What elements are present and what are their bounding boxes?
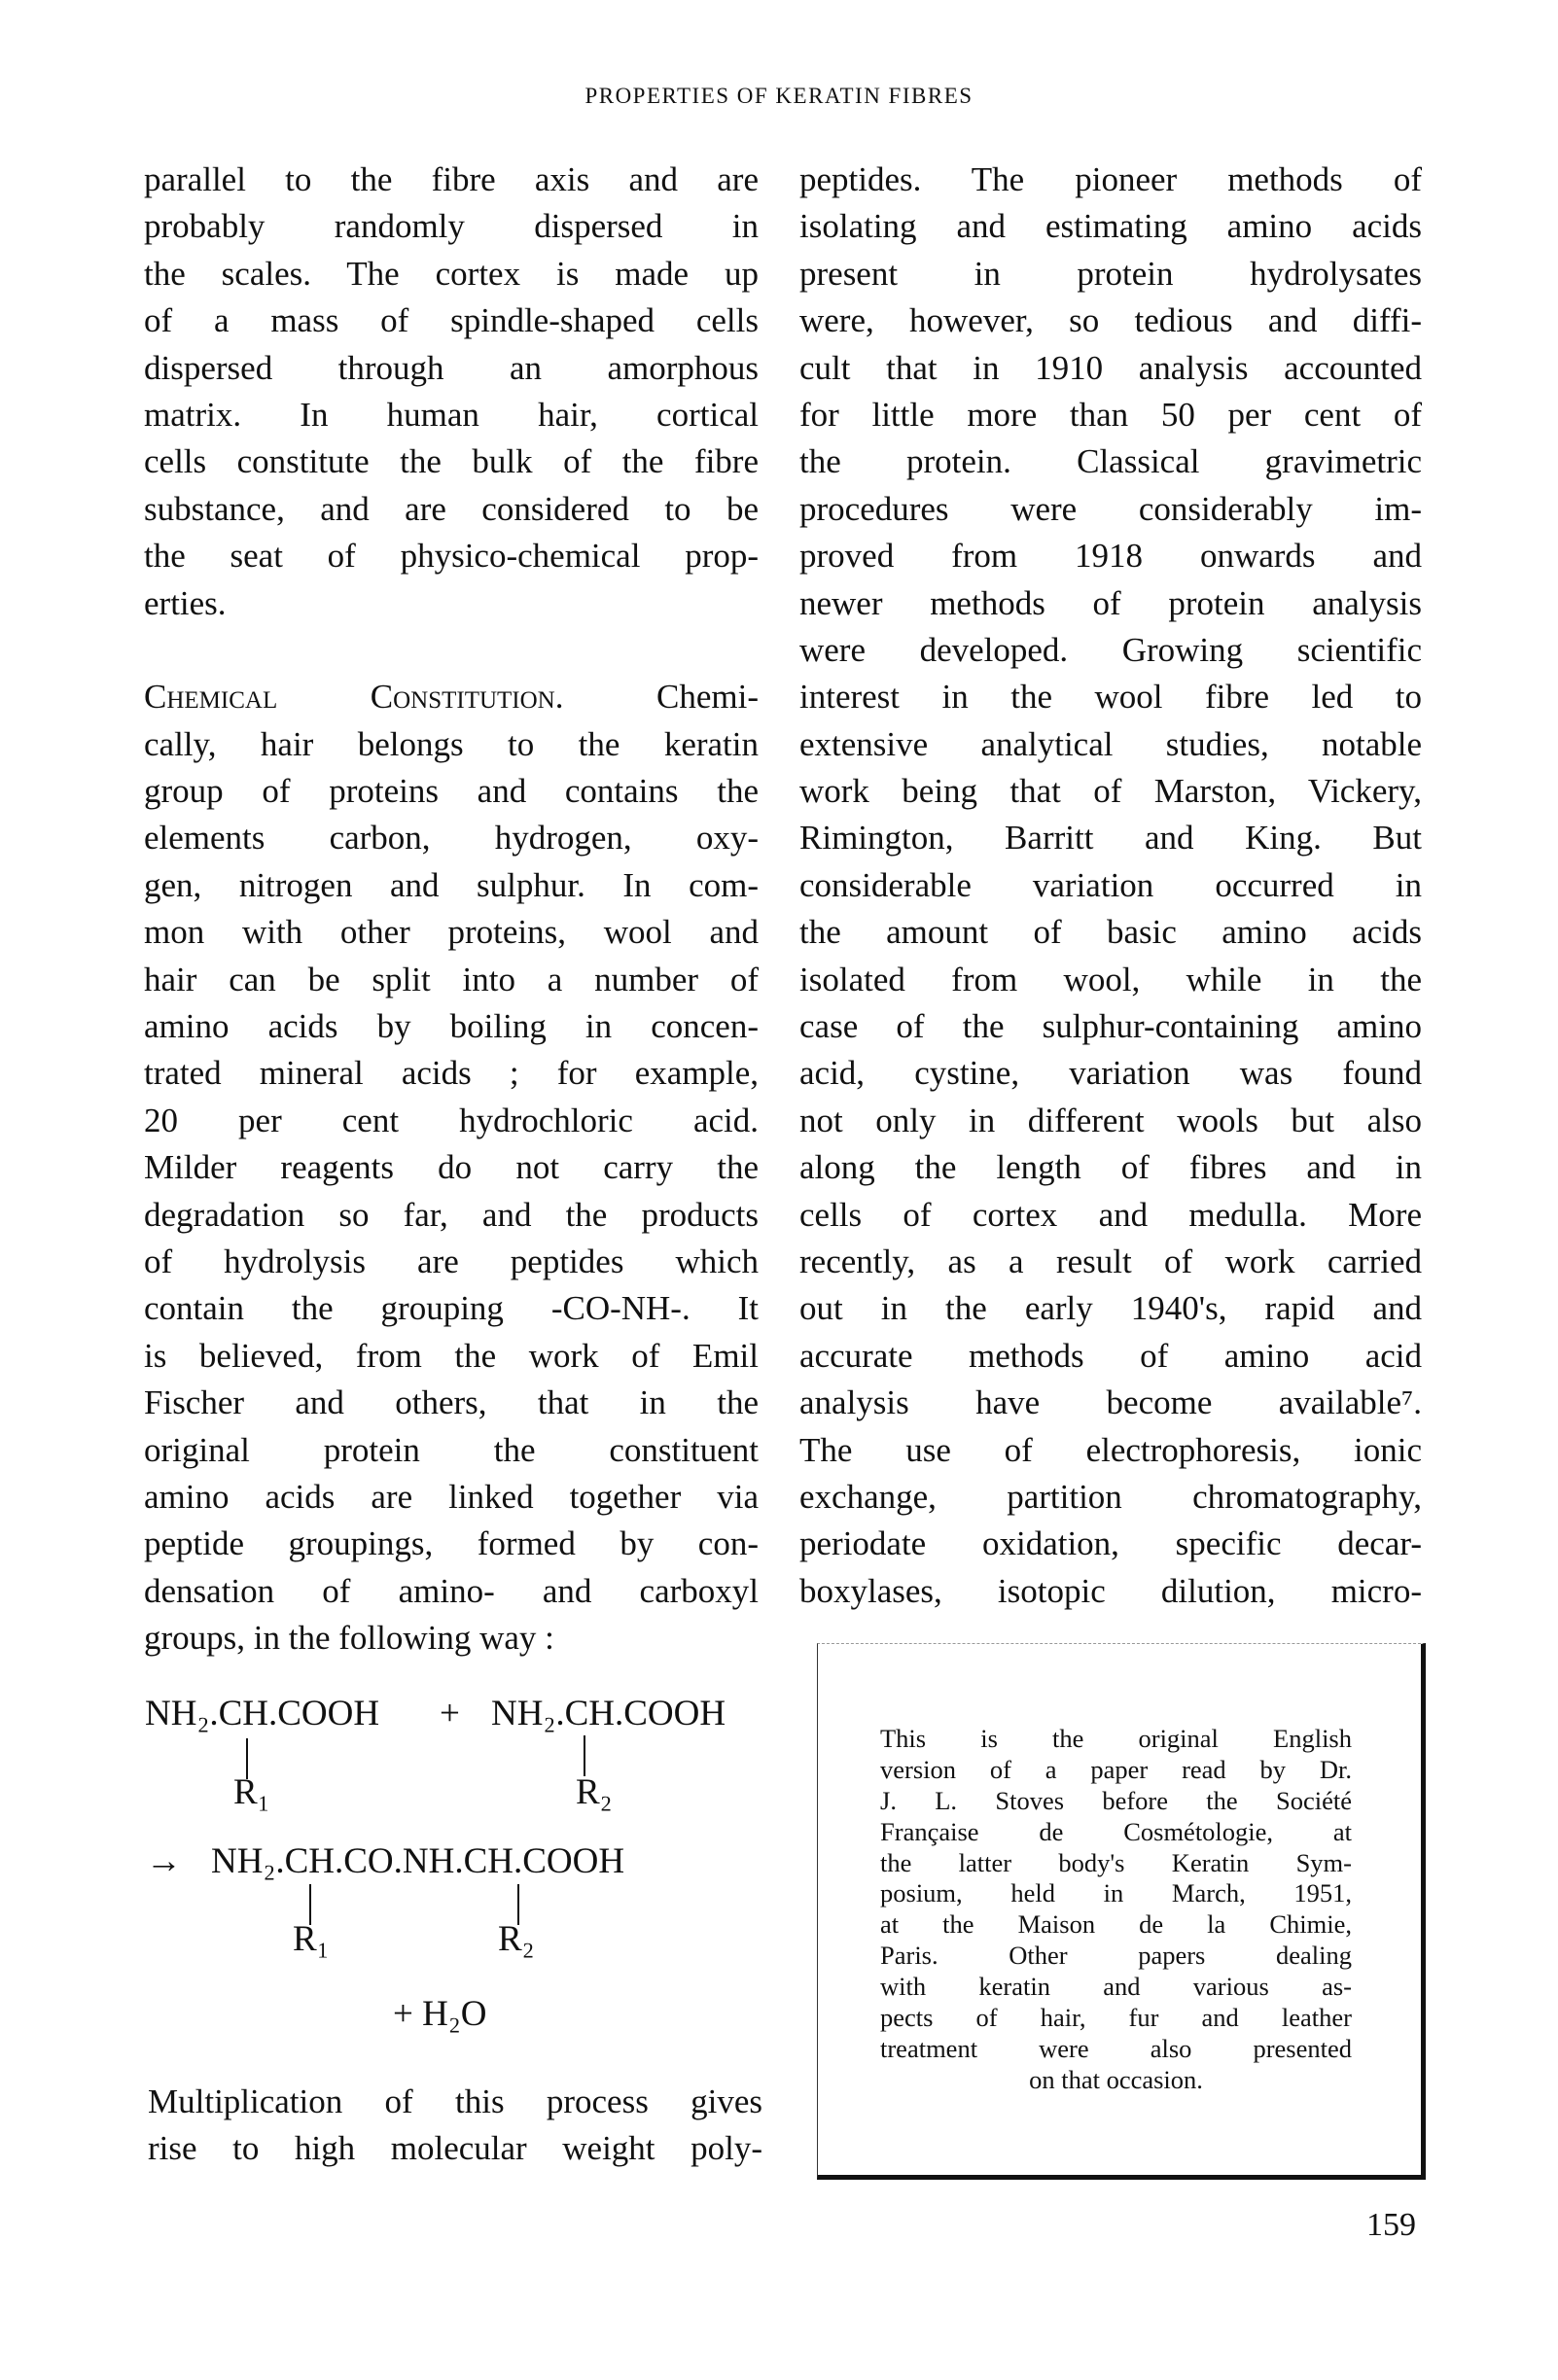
text-line: cally, hair belongs to the keratin: [144, 724, 759, 763]
text-line: matrix. In human hair, cortical: [144, 395, 759, 434]
text-line: probably randomly dispersed in: [144, 207, 759, 246]
text-line: rise to high molecular weight poly-: [148, 2129, 762, 2168]
bond-line: [584, 1735, 585, 1776]
text-line: J. L. Stoves before the Société: [880, 1785, 1352, 1815]
text-line: accurate methods of amino acid: [799, 1336, 1422, 1375]
text-line: along the length of fibres and in: [799, 1148, 1422, 1187]
paragraph-text: Chemi-: [656, 678, 759, 717]
text-line: the amount of basic amino acids: [799, 913, 1422, 952]
text-line: treatment were also presented: [880, 2033, 1352, 2063]
section-heading: Chemical Constitution.: [144, 678, 564, 717]
right-column: [799, 157, 1422, 1615]
text-line: of hydrolysis are peptides which: [144, 1242, 759, 1280]
text-line: gen, nitrogen and sulphur. In com-: [144, 865, 759, 904]
text-line: densation of amino- and carboxyl: [144, 1571, 759, 1610]
text-line: were, however, so tedious and diffi-: [799, 301, 1422, 340]
text-line: the scales. The cortex is made up: [144, 254, 759, 293]
text-line: cult that in 1910 analysis accounted: [799, 348, 1422, 387]
text-line: Fischer and others, that in the: [144, 1383, 759, 1422]
reactant-2: NH₂.CH.COOH: [491, 1694, 726, 1733]
text-line: were developed. Growing scientific: [799, 630, 1422, 669]
text-line: group of proteins and contains the: [144, 772, 759, 811]
text-line: groups, in the following way :: [144, 1619, 554, 1658]
text-line: Paris. Other papers dealing: [880, 1941, 1352, 1971]
text-line: the protein. Classical gravimetric: [799, 442, 1422, 481]
text-line: erties.: [144, 583, 227, 622]
text-line: interest in the wool fibre led to: [799, 678, 1422, 717]
r2-group: R₂: [576, 1772, 613, 1812]
text-line: isolating and estimating amino acids: [799, 207, 1422, 246]
text-line: proved from 1918 onwards and: [799, 537, 1422, 576]
section-heading-line: [144, 674, 759, 720]
text-line: This is the original English: [880, 1724, 1352, 1753]
text-line: not only in different wools but also: [799, 1101, 1422, 1139]
text-line: cells constitute the bulk of the fibre: [144, 442, 759, 481]
r1-group: R₁: [233, 1772, 270, 1812]
paragraph-3: [148, 2079, 762, 2173]
text-line: dispersed through an amorphous: [144, 348, 759, 387]
text-line: the seat of physico-chemical prop-: [144, 537, 759, 576]
text-line: Française de Cosmétologie, at: [880, 1816, 1352, 1846]
text-line: recently, as a result of work carried: [799, 1242, 1422, 1280]
text-line: is believed, from the work of Emil: [144, 1336, 759, 1375]
r2-group: R₂: [498, 1919, 535, 1959]
text-line: pects of hair, fur and leather: [880, 2003, 1352, 2033]
text-line: isolated from wool, while in the: [799, 960, 1422, 998]
text-line: boxylases, isotopic dilution, micro-: [799, 1571, 1422, 1610]
text-line: with keratin and various as-: [880, 1972, 1352, 2002]
text-line: out in the early 1940's, rapid and: [799, 1289, 1422, 1328]
text-line: elements carbon, hydrogen, oxy-: [144, 819, 759, 858]
text-line: posium, held in March, 1951,: [880, 1878, 1352, 1908]
text-line: peptide groupings, formed by con-: [144, 1524, 759, 1563]
text-line: 20 per cent hydrochloric acid.: [144, 1101, 759, 1139]
r1-group: R₁: [293, 1919, 330, 1959]
text-line: acid, cystine, variation was found: [799, 1054, 1422, 1093]
text-line: on that occasion.: [1029, 2064, 1203, 2094]
text-line: for little more than 50 per cent of: [799, 395, 1422, 434]
text-line: of a mass of spindle-shaped cells: [144, 301, 759, 340]
text-line: analysis have become available⁷.: [799, 1383, 1422, 1422]
text-line: procedures were considerably im-: [799, 489, 1422, 528]
text-line: mon with other proteins, wool and: [144, 913, 759, 952]
text-line: trated mineral acids ; for example,: [144, 1054, 759, 1093]
text-line: contain the grouping -CO-NH-. It: [144, 1289, 759, 1328]
text-line: parallel to the fibre axis and are: [144, 160, 759, 198]
text-line: peptides. The pioneer methods of: [799, 160, 1422, 198]
water: + H₂O: [393, 1994, 487, 2034]
text-line: cells of cortex and medulla. More: [799, 1195, 1422, 1234]
text-line: degradation so far, and the products: [144, 1195, 759, 1234]
text-line: Rimington, Barritt and King. But: [799, 819, 1422, 858]
paragraph-2: [144, 721, 759, 1662]
text-line: substance, and are considered to be: [144, 489, 759, 528]
text-line: the latter body's Keratin Sym-: [880, 1847, 1352, 1877]
text-line: version of a paper read by Dr.: [880, 1754, 1352, 1784]
page-number: 159: [1366, 2207, 1416, 2243]
note-box-text: [880, 1724, 1352, 2096]
text-line: work being that of Marston, Vickery,: [799, 772, 1422, 811]
text-line: Milder reagents do not carry the: [144, 1148, 759, 1187]
plus-sign: +: [440, 1694, 460, 1733]
text-line: The use of electrophoresis, ionic: [799, 1430, 1422, 1469]
text-line: Multiplication of this process gives: [148, 2082, 762, 2120]
text-line: at the Maison de la Chimie,: [880, 1909, 1352, 1940]
text-line: newer methods of protein analysis: [799, 583, 1422, 622]
text-line: periodate oxidation, specific decar-: [799, 1524, 1422, 1563]
text-line: original protein the constituent: [144, 1430, 759, 1469]
running-header: PROPERTIES OF KERATIN FIBRES: [584, 84, 974, 108]
left-column: [144, 157, 759, 1662]
text-line: exchange, partition chromatography,: [799, 1477, 1422, 1516]
product: NH₂.CH.CO.NH.CH.COOH: [211, 1841, 625, 1881]
text-line: extensive analytical studies, notable: [799, 724, 1422, 763]
text-line: amino acids by boiling in concen-: [144, 1007, 759, 1046]
reactant-1: NH₂.CH.COOH: [145, 1694, 380, 1733]
text-line: hair can be split into a number of: [144, 960, 759, 998]
text-line: considerable variation occurred in: [799, 865, 1422, 904]
paragraph-1: [144, 157, 759, 627]
reaction-arrow: →: [146, 1841, 182, 1881]
text-line: amino acids are linked together via: [144, 1477, 759, 1516]
text-line: case of the sulphur-containing amino: [799, 1007, 1422, 1046]
text-line: present in protein hydrolysates: [799, 254, 1422, 293]
